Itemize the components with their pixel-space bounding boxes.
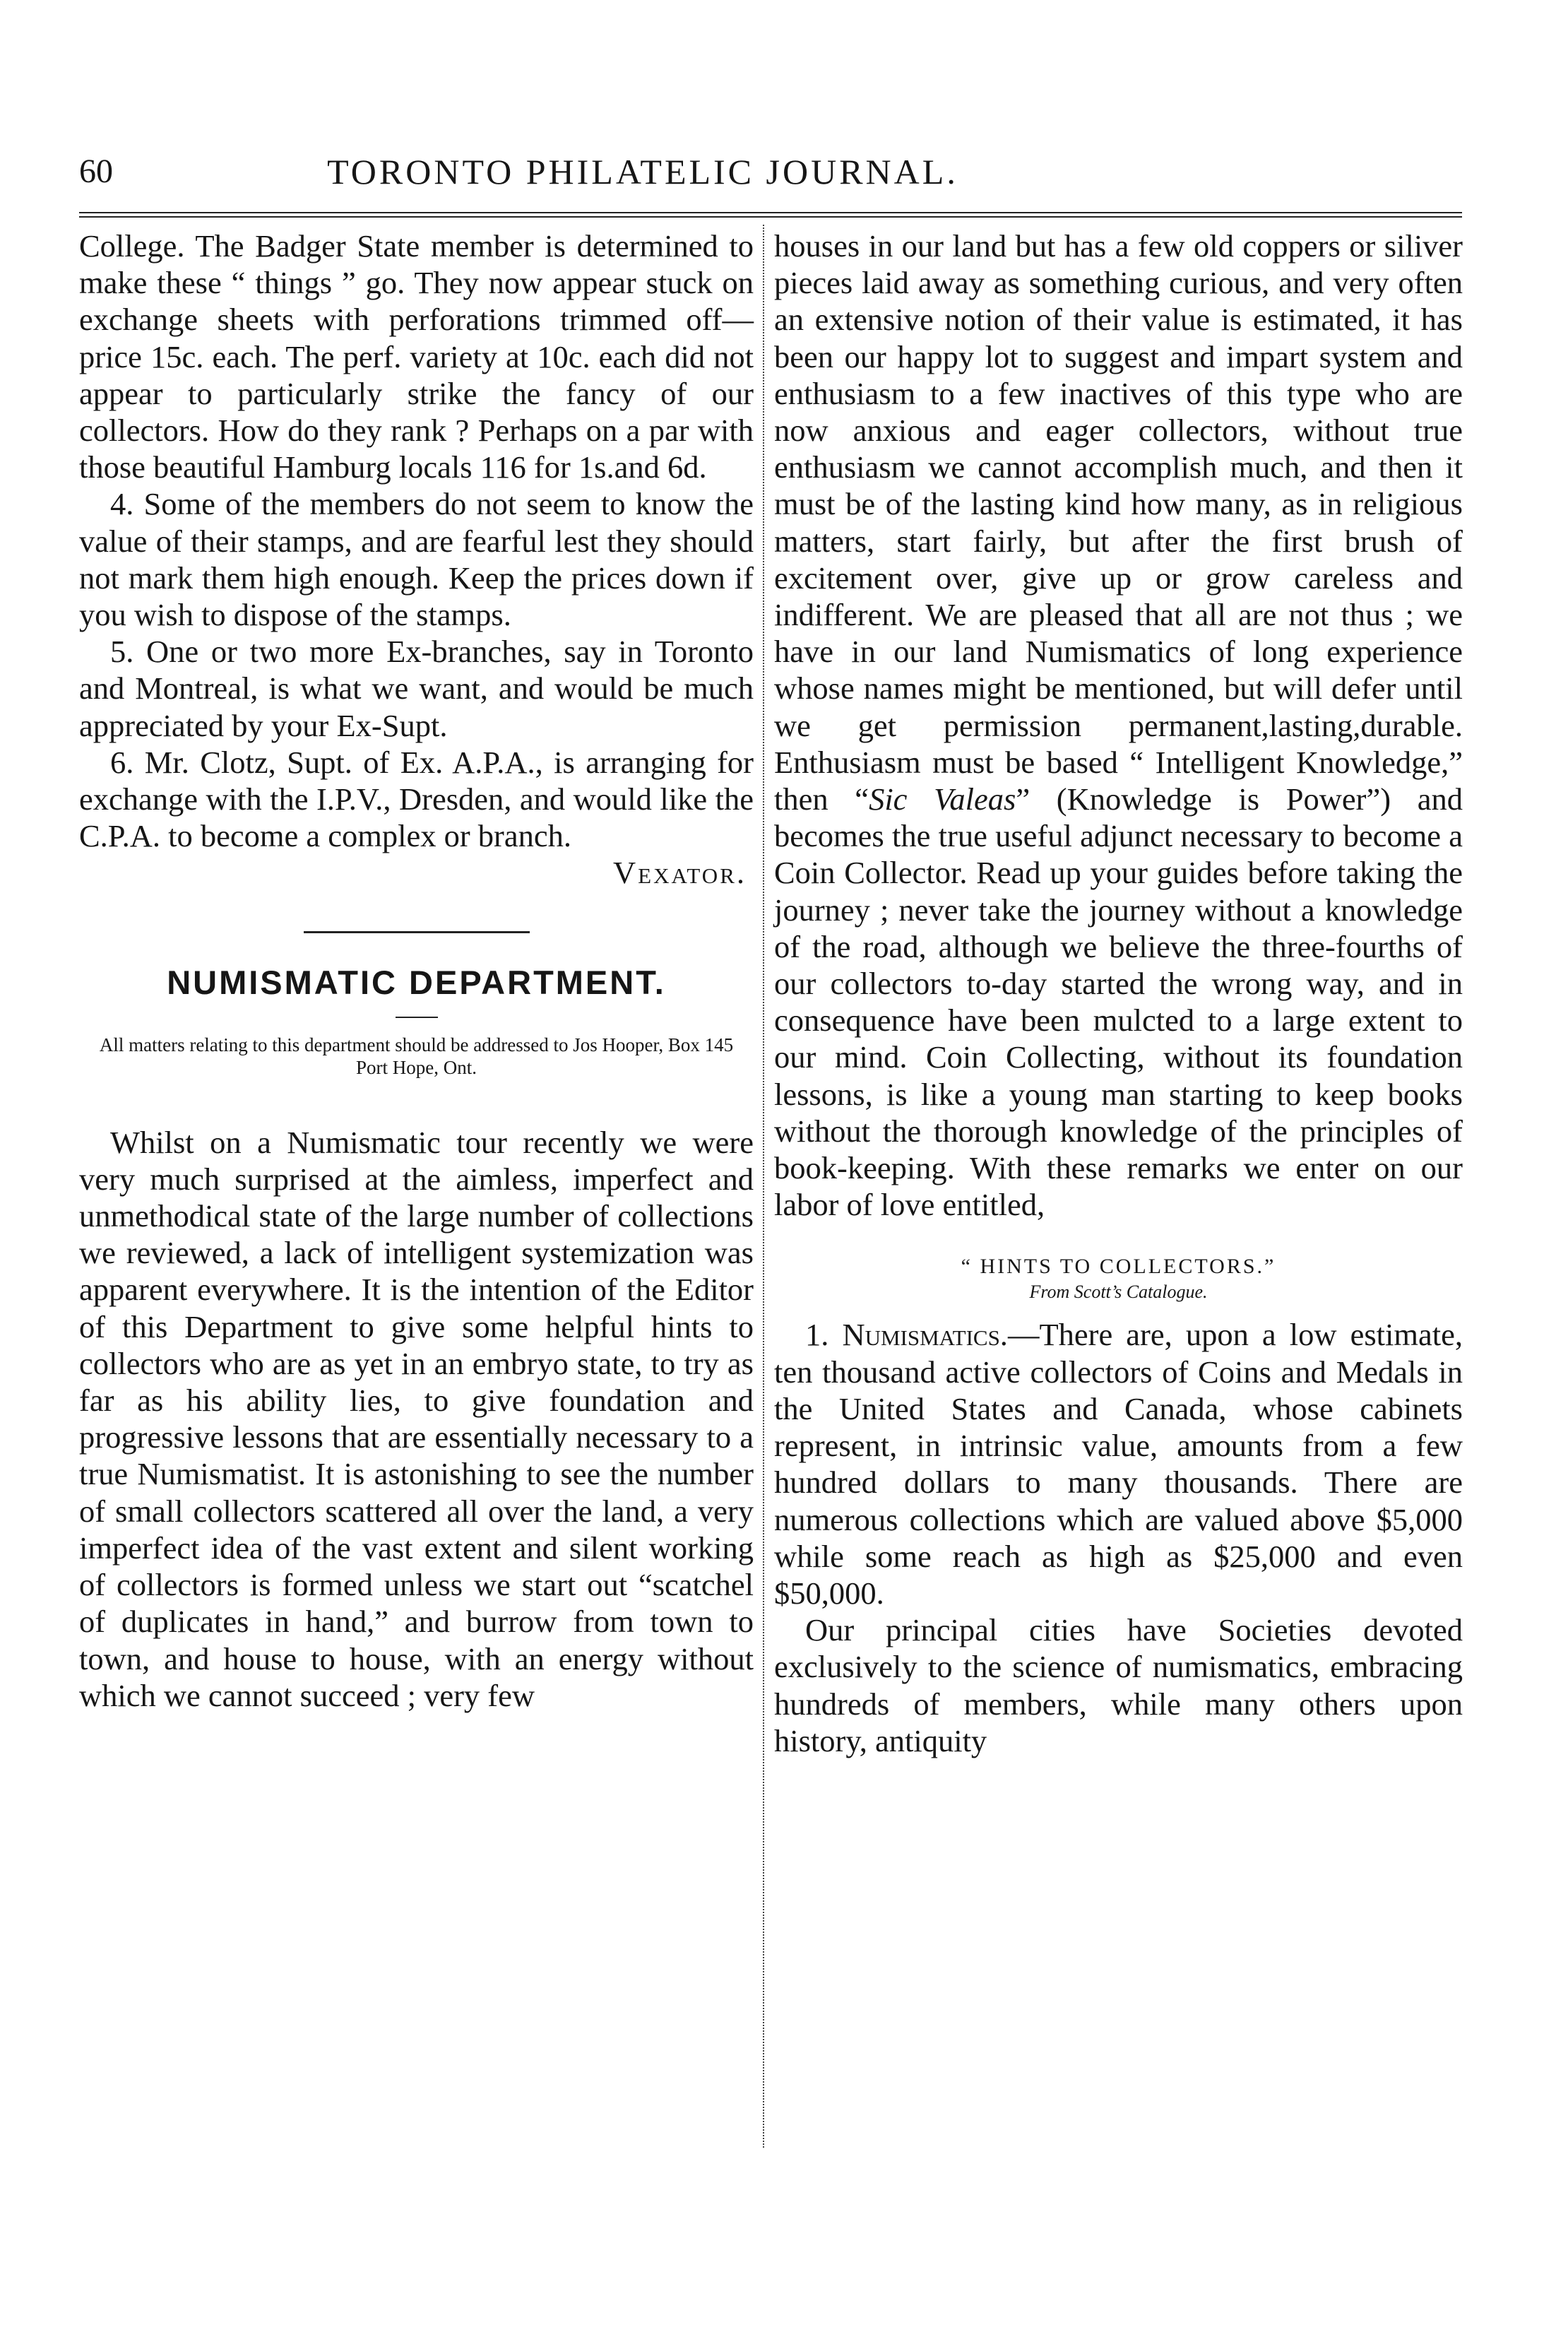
department-note: All matters relating to this department should be addressed to Jos Hooper, Box 145 Port Hope, Ont. <box>99 1034 734 1078</box>
left-column <box>79 227 754 1714</box>
continued-paragraph <box>774 227 1463 1223</box>
numismatics-text: —There are, upon a low estimate, ten thousand active collectors of Coins and Medals in the United States and Canada, whose cabinets represent, in intrinsic value, amounts from a few hundred dollars to many thousands. There are numerous collections which are valued above $5,000 while some reach as high as $25,000 and even $50,000. <box>774 1317 1463 1611</box>
numismatics-label: 1. Numismatics. <box>805 1317 1008 1353</box>
header-rule <box>79 212 1462 218</box>
continued-text-a: houses in our land but has a few old coppers or siliver pieces laid away as something curious, and very often an extensive notion of their value is estimated, it has been our happy lot to suggest and impart system and enthusiasm to a few inactives of this type who are now anxious and eager collectors, without true enthusiasm we cannot accomplish much, and then it must be of the lasting kind how many, as in religious matters, start fairly, but after the first brush of excitement over, give up or grow careless and indifferent. We are pleased that all are not thus ; we have in our land Numismatics of long experience whose names might be mentioned, but will defer until we get permission permanent,lasting,durable. Enthusiasm must be based “ Intelligent Knowledge,” then “ <box>774 228 1463 817</box>
running-title: TORONTO PHILATELIC JOURNAL. <box>327 152 958 191</box>
exchange-item-4: 4. Some of the members do not seem to know the value of their stamps, and are fearful lest they should not mark them high enough. Keep the prices down if you wish to dispose of the stamps. <box>79 486 754 633</box>
numismatics-paragraph <box>774 1316 1463 1611</box>
exchange-item-6: 6. Mr. Clotz, Supt. of Ex. A.P.A., is arranging for exchange with the I.P.V., Dresden, and would like the C.P.A. to become a complex or branch. <box>79 744 754 854</box>
right-column <box>774 227 1463 1759</box>
numismatic-intro-paragraph: Whilst on a Numismatic tour recently we were very much surprised at the aimless, imperfect and unmethodical state of the large number of collections we reviewed, a lack of intelligent systemization was apparent everywhere. It is the intention of the Editor of this Department to give some helpful hints to collectors who are as yet in an embryo state, to try as far as his ability lies, to give foundation and progressive lessons that are essentially necessary to a true Numismatist. It is astonishing to see the number of small collectors scattered all over the land, a very imperfect idea of the vast extent and silent working of collectors is formed unless we start out “scatchel of duplicates in hand,” and burrow from town to town, and house to house, with an energy without which we cannot succeed ; very few <box>79 1124 754 1713</box>
heading-rule <box>396 1017 438 1018</box>
column-divider <box>763 225 764 2148</box>
latin-phrase: Sic Valeas <box>869 781 1016 817</box>
cities-paragraph: Our principal cities have Societies devoted exclusively to the science of numismatics, embracing hundreds of members, while many others upon history, antiquity <box>774 1612 1463 1758</box>
page-number: 60 <box>79 153 113 190</box>
author-signature: Vexator. <box>613 855 747 891</box>
section-title: “ HINTS TO COLLECTORS.” <box>961 1255 1276 1279</box>
exchange-item-5: 5. One or two more Ex-branches, say in Toronto and Montreal, is what we want, and would be much appreciated by your Ex-Supt. <box>79 634 754 743</box>
department-heading: NUMISMATIC DEPARTMENT. <box>167 963 666 1001</box>
section-divider <box>304 931 530 933</box>
page-header <box>79 147 1206 203</box>
exchange-paragraph: College. The Badger State member is determined to make these “ things ” go. They now appear stuck on exchange sheets with perforations trimmed off— price 15c. each. The perf. variety at 10c. each did not appear to particularly strike the fancy of our collectors. How do they rank ? Perhaps on a par with those beautiful Hamburg locals 116 for 1s.and 6d. <box>79 228 754 485</box>
section-source: From Scott’s Catalogue. <box>1029 1282 1208 1303</box>
continued-text-b: ” (Knowledge is Power”) and becomes the true useful adjunct necessary to become a Coin Collector. Read up your guides before taking the journey ; never take the journey without a knowledge of the road, although we believe the three-fourths of our collectors to-day started the wrong way, and in consequence have been mulcted to a large extent to our mind. Coin Collecting, without its foundation lessons, is like a young man starting to keep books without the thorough knowledge of the principles of book-keeping. With these remarks we enter on our labor of love entitled, <box>774 781 1463 1223</box>
